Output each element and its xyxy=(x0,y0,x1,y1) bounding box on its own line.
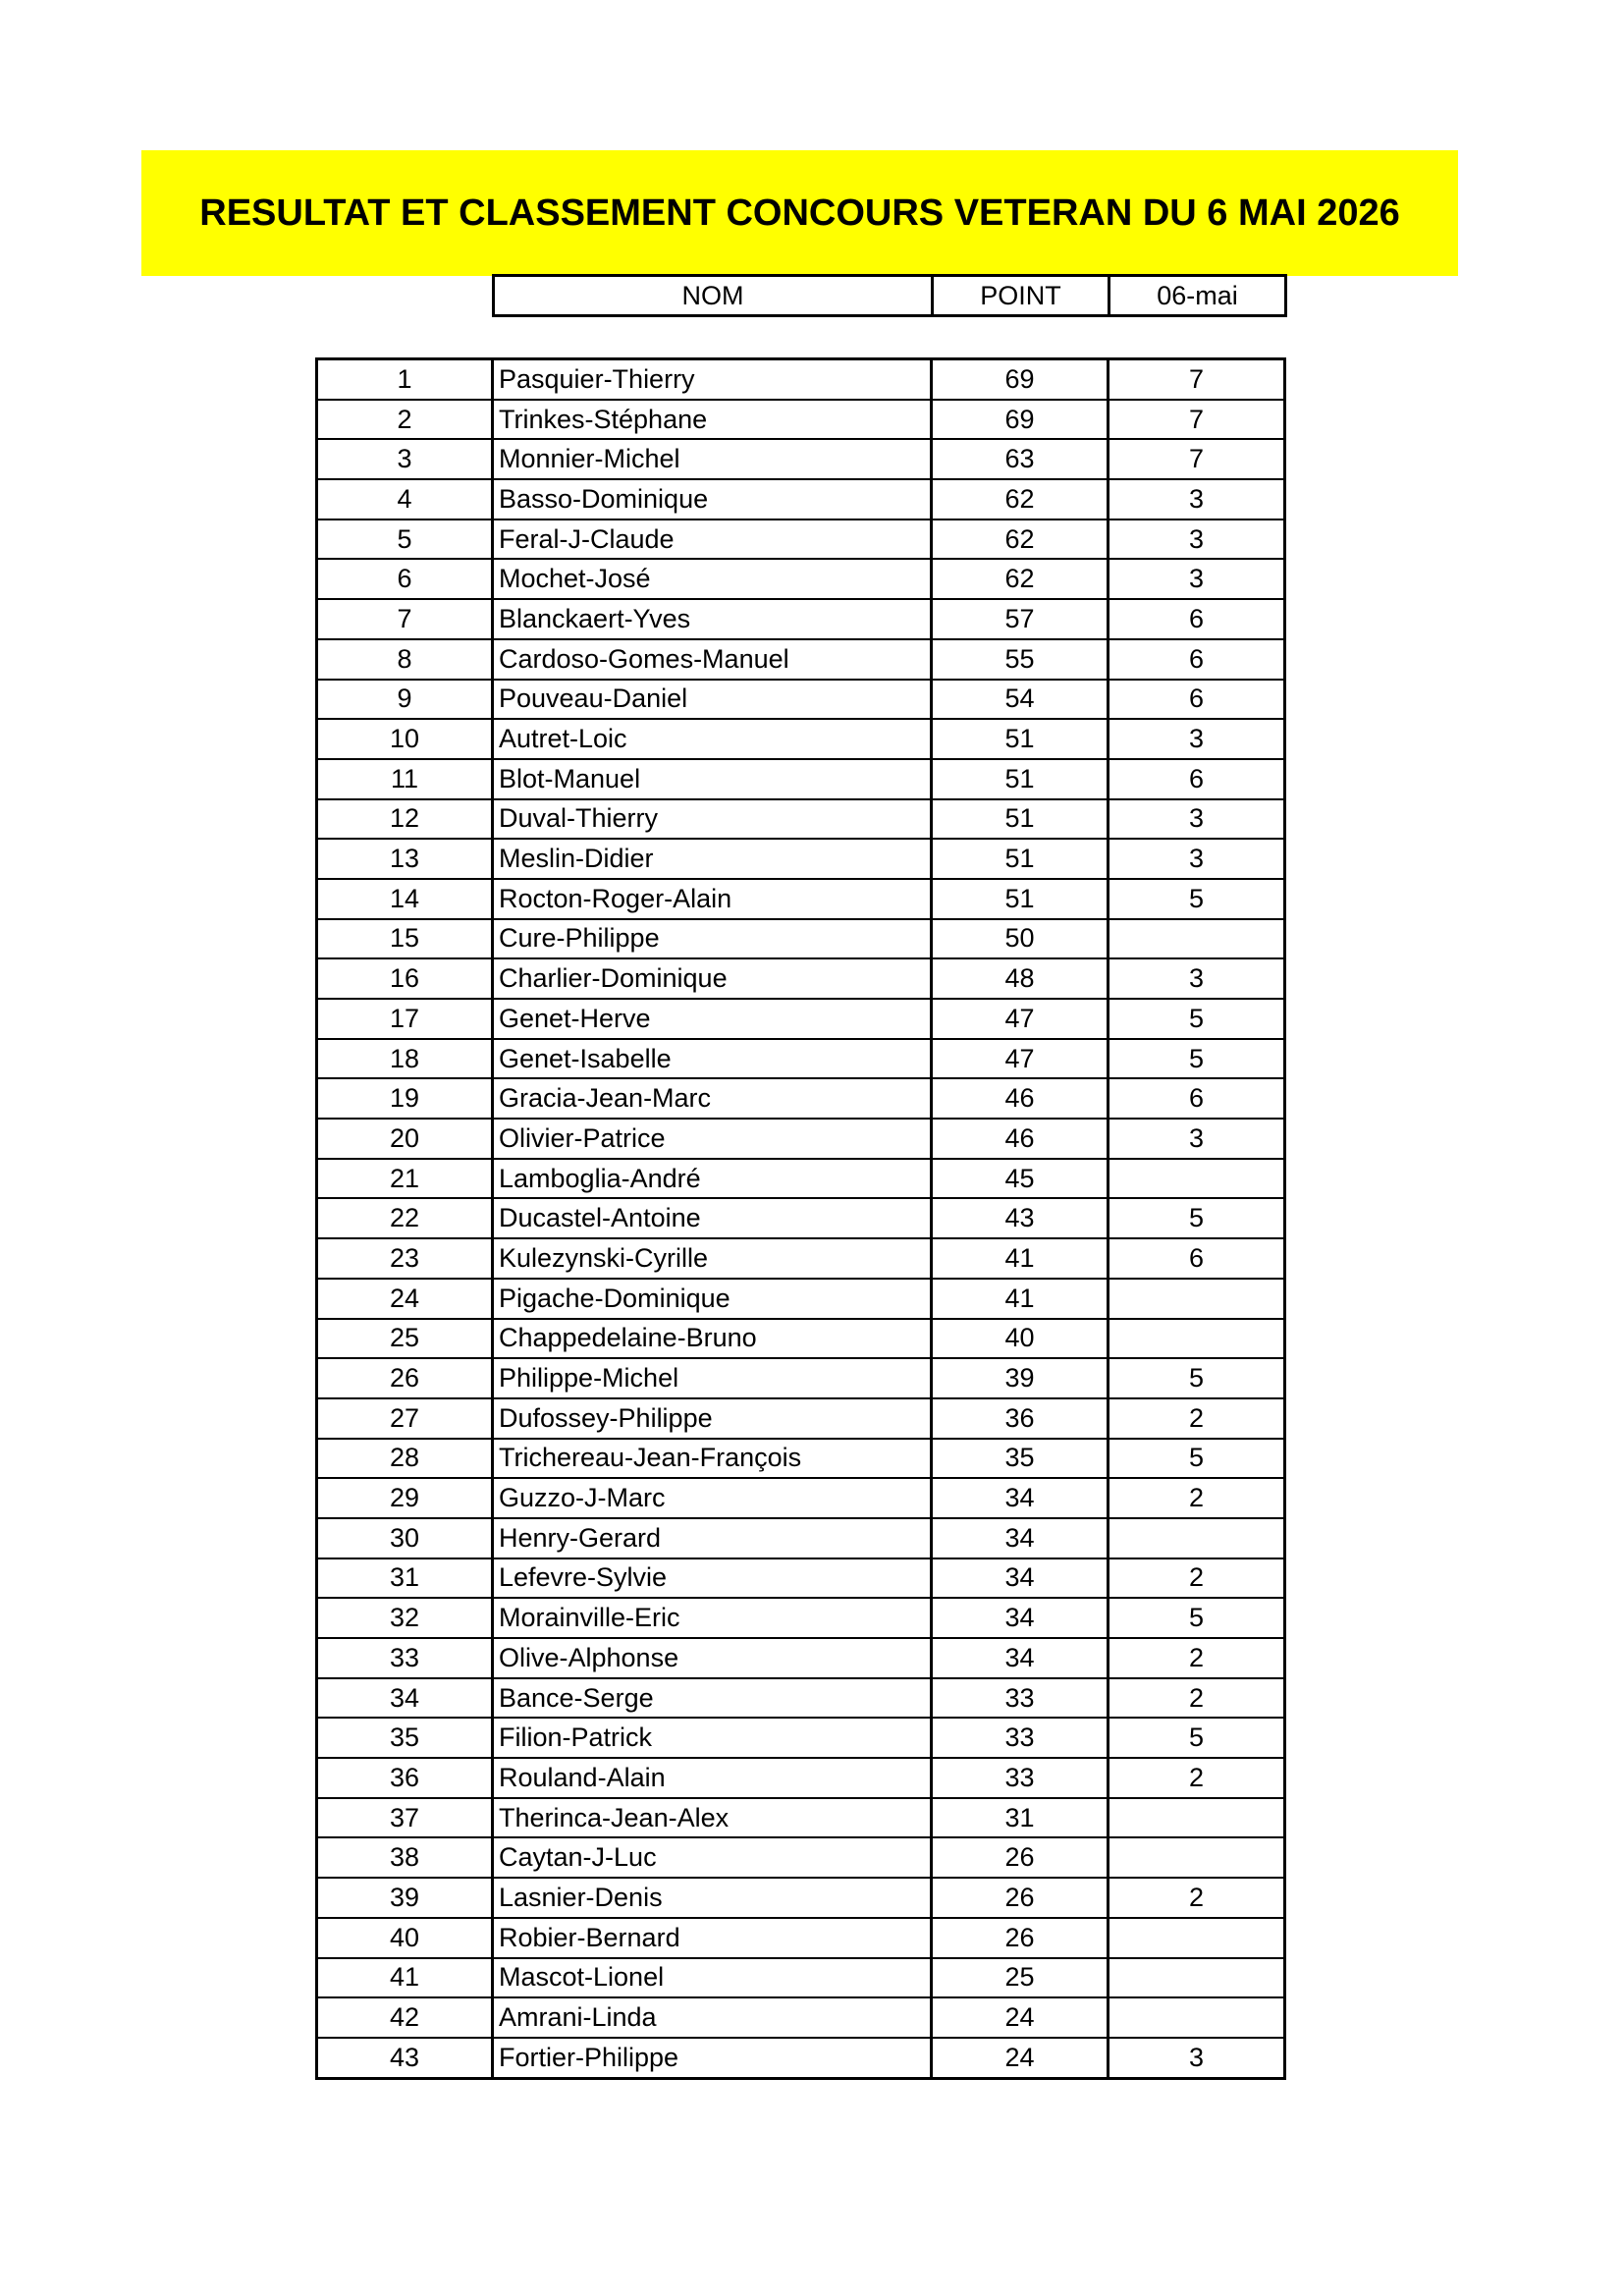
day-points-cell: 6 xyxy=(1109,1238,1285,1279)
name-cell: Meslin-Didier xyxy=(493,839,932,879)
day-points-cell: 6 xyxy=(1109,639,1285,680)
day-points-cell: 2 xyxy=(1109,1758,1285,1798)
points-cell: 54 xyxy=(932,680,1109,720)
rank-cell: 32 xyxy=(317,1598,493,1638)
table-row xyxy=(317,680,1285,720)
points-cell: 50 xyxy=(932,919,1109,959)
table-row xyxy=(317,1478,1285,1518)
points-cell: 35 xyxy=(932,1439,1109,1479)
name-cell: Henry-Gerard xyxy=(493,1518,932,1558)
rank-cell: 9 xyxy=(317,680,493,720)
name-cell: Rouland-Alain xyxy=(493,1758,932,1798)
rank-cell: 23 xyxy=(317,1238,493,1279)
rank-cell: 30 xyxy=(317,1518,493,1558)
rank-cell: 14 xyxy=(317,879,493,919)
day-points-cell: 3 xyxy=(1109,839,1285,879)
name-cell: Gracia-Jean-Marc xyxy=(493,1078,932,1119)
points-cell: 36 xyxy=(932,1398,1109,1439)
name-cell: Mochet-José xyxy=(493,559,932,599)
points-cell: 46 xyxy=(932,1078,1109,1119)
day-points-cell: 3 xyxy=(1109,1119,1285,1159)
points-cell: 24 xyxy=(932,2038,1109,2078)
name-cell: Genet-Herve xyxy=(493,999,932,1039)
points-cell: 69 xyxy=(932,400,1109,440)
name-cell: Mascot-Lionel xyxy=(493,1958,932,1998)
table-row xyxy=(317,519,1285,560)
points-cell: 26 xyxy=(932,1878,1109,1918)
name-cell: Basso-Dominique xyxy=(493,479,932,519)
day-points-cell xyxy=(1109,919,1285,959)
table-row xyxy=(317,1238,1285,1279)
name-cell: Fortier-Philippe xyxy=(493,2038,932,2078)
table-row xyxy=(317,1279,1285,1319)
name-cell: Philippe-Michel xyxy=(493,1358,932,1398)
table-row xyxy=(317,1598,1285,1638)
table-row xyxy=(317,1878,1285,1918)
points-cell: 34 xyxy=(932,1638,1109,1678)
name-cell: Lasnier-Denis xyxy=(493,1878,932,1918)
rank-cell: 4 xyxy=(317,479,493,519)
day-points-cell: 5 xyxy=(1109,1598,1285,1638)
day-points-cell xyxy=(1109,1837,1285,1878)
day-points-cell: 5 xyxy=(1109,1718,1285,1758)
day-points-cell: 3 xyxy=(1109,958,1285,999)
results-body xyxy=(317,359,1285,2079)
table-row xyxy=(317,1119,1285,1159)
name-cell: Autret-Loic xyxy=(493,719,932,759)
rank-cell: 8 xyxy=(317,639,493,680)
day-points-cell: 3 xyxy=(1109,719,1285,759)
table-row xyxy=(317,1758,1285,1798)
day-points-cell: 6 xyxy=(1109,599,1285,639)
rank-cell: 17 xyxy=(317,999,493,1039)
page-title: RESULTAT ET CLASSEMENT CONCOURS VETERAN DU 6 MAI 2026 xyxy=(199,191,1400,234)
day-points-cell: 6 xyxy=(1109,680,1285,720)
day-points-cell: 5 xyxy=(1109,1358,1285,1398)
day-points-cell: 2 xyxy=(1109,1678,1285,1719)
table-row xyxy=(317,919,1285,959)
name-cell: Amrani-Linda xyxy=(493,1997,932,2038)
rank-cell: 34 xyxy=(317,1678,493,1719)
table-row xyxy=(317,879,1285,919)
table-row xyxy=(317,439,1285,479)
name-cell: Lamboglia-André xyxy=(493,1159,932,1199)
rank-cell: 12 xyxy=(317,799,493,840)
points-cell: 51 xyxy=(932,719,1109,759)
points-cell: 51 xyxy=(932,879,1109,919)
points-cell: 41 xyxy=(932,1279,1109,1319)
day-points-cell: 2 xyxy=(1109,1878,1285,1918)
points-cell: 62 xyxy=(932,519,1109,560)
table-row xyxy=(317,1918,1285,1958)
table-row xyxy=(317,1518,1285,1558)
rank-cell: 22 xyxy=(317,1198,493,1238)
rank-cell: 10 xyxy=(317,719,493,759)
name-cell: Bance-Serge xyxy=(493,1678,932,1719)
points-cell: 24 xyxy=(932,1997,1109,2038)
rank-cell: 27 xyxy=(317,1398,493,1439)
points-cell: 51 xyxy=(932,799,1109,840)
table-row xyxy=(317,1039,1285,1079)
name-cell: Trichereau-Jean-François xyxy=(493,1439,932,1479)
rank-cell: 25 xyxy=(317,1319,493,1359)
name-cell: Charlier-Dominique xyxy=(493,958,932,999)
name-cell: Chappedelaine-Bruno xyxy=(493,1319,932,1359)
points-cell: 31 xyxy=(932,1798,1109,1838)
rank-cell: 18 xyxy=(317,1039,493,1079)
rank-cell: 36 xyxy=(317,1758,493,1798)
points-cell: 33 xyxy=(932,1678,1109,1719)
table-row xyxy=(317,1638,1285,1678)
points-cell: 34 xyxy=(932,1518,1109,1558)
day-points-cell: 2 xyxy=(1109,1638,1285,1678)
day-points-cell xyxy=(1109,1958,1285,1998)
rank-cell: 21 xyxy=(317,1159,493,1199)
table-row xyxy=(317,1678,1285,1719)
table-row xyxy=(317,1558,1285,1599)
day-points-cell xyxy=(1109,1798,1285,1838)
points-cell: 45 xyxy=(932,1159,1109,1199)
name-cell: Ducastel-Antoine xyxy=(493,1198,932,1238)
table-row xyxy=(317,1718,1285,1758)
table-row xyxy=(317,479,1285,519)
header-point: POINT xyxy=(933,276,1109,316)
table-row xyxy=(317,1159,1285,1199)
name-cell: Caytan-J-Luc xyxy=(493,1837,932,1878)
table-row xyxy=(317,1078,1285,1119)
rank-cell: 41 xyxy=(317,1958,493,1998)
day-points-cell xyxy=(1109,1918,1285,1958)
points-cell: 47 xyxy=(932,1039,1109,1079)
day-points-cell: 5 xyxy=(1109,999,1285,1039)
table-row xyxy=(317,2038,1285,2078)
table-row xyxy=(317,599,1285,639)
points-cell: 40 xyxy=(932,1319,1109,1359)
name-cell: Therinca-Jean-Alex xyxy=(493,1798,932,1838)
rank-cell: 28 xyxy=(317,1439,493,1479)
day-points-cell: 5 xyxy=(1109,1439,1285,1479)
name-cell: Cardoso-Gomes-Manuel xyxy=(493,639,932,680)
table-row xyxy=(317,719,1285,759)
table-row xyxy=(317,1398,1285,1439)
name-cell: Blanckaert-Yves xyxy=(493,599,932,639)
points-cell: 43 xyxy=(932,1198,1109,1238)
points-cell: 39 xyxy=(932,1358,1109,1398)
table-row xyxy=(317,559,1285,599)
name-cell: Morainville-Eric xyxy=(493,1598,932,1638)
rank-cell: 16 xyxy=(317,958,493,999)
rank-cell: 6 xyxy=(317,559,493,599)
day-points-cell: 6 xyxy=(1109,1078,1285,1119)
name-cell: Filion-Patrick xyxy=(493,1718,932,1758)
table-row xyxy=(317,759,1285,799)
table-row xyxy=(317,1198,1285,1238)
rank-cell: 7 xyxy=(317,599,493,639)
table-row xyxy=(317,1798,1285,1838)
day-points-cell: 7 xyxy=(1109,359,1285,400)
name-cell: Rocton-Roger-Alain xyxy=(493,879,932,919)
rank-cell: 31 xyxy=(317,1558,493,1599)
points-cell: 51 xyxy=(932,839,1109,879)
name-cell: Feral-J-Claude xyxy=(493,519,932,560)
day-points-cell: 3 xyxy=(1109,559,1285,599)
day-points-cell: 2 xyxy=(1109,1398,1285,1439)
name-cell: Monnier-Michel xyxy=(493,439,932,479)
name-cell: Pigache-Dominique xyxy=(493,1279,932,1319)
day-points-cell: 3 xyxy=(1109,519,1285,560)
table-row xyxy=(317,1439,1285,1479)
points-cell: 34 xyxy=(932,1598,1109,1638)
points-cell: 55 xyxy=(932,639,1109,680)
name-cell: Cure-Philippe xyxy=(493,919,932,959)
name-cell: Duval-Thierry xyxy=(493,799,932,840)
day-points-cell xyxy=(1109,1518,1285,1558)
name-cell: Olive-Alphonse xyxy=(493,1638,932,1678)
table-row xyxy=(317,799,1285,840)
rank-cell: 11 xyxy=(317,759,493,799)
header-date: 06-mai xyxy=(1109,276,1286,316)
points-cell: 48 xyxy=(932,958,1109,999)
rank-cell: 13 xyxy=(317,839,493,879)
table-row xyxy=(317,639,1285,680)
rank-cell: 3 xyxy=(317,439,493,479)
points-cell: 34 xyxy=(932,1478,1109,1518)
points-cell: 25 xyxy=(932,1958,1109,1998)
table-row xyxy=(317,1837,1285,1878)
rank-cell: 20 xyxy=(317,1119,493,1159)
table-row xyxy=(317,1319,1285,1359)
points-cell: 47 xyxy=(932,999,1109,1039)
points-cell: 26 xyxy=(932,1837,1109,1878)
rank-cell: 37 xyxy=(317,1798,493,1838)
name-cell: Olivier-Patrice xyxy=(493,1119,932,1159)
points-cell: 51 xyxy=(932,759,1109,799)
table-row xyxy=(317,1997,1285,2038)
rank-cell: 35 xyxy=(317,1718,493,1758)
name-cell: Pasquier-Thierry xyxy=(493,359,932,400)
rank-cell: 39 xyxy=(317,1878,493,1918)
rank-cell: 15 xyxy=(317,919,493,959)
name-cell: Genet-Isabelle xyxy=(493,1039,932,1079)
day-points-cell xyxy=(1109,1159,1285,1199)
rank-cell: 42 xyxy=(317,1997,493,2038)
points-cell: 69 xyxy=(932,359,1109,400)
table-row xyxy=(317,958,1285,999)
table-row xyxy=(317,999,1285,1039)
points-cell: 62 xyxy=(932,479,1109,519)
day-points-cell: 3 xyxy=(1109,479,1285,519)
day-points-cell xyxy=(1109,1997,1285,2038)
points-cell: 57 xyxy=(932,599,1109,639)
day-points-cell xyxy=(1109,1319,1285,1359)
name-cell: Guzzo-J-Marc xyxy=(493,1478,932,1518)
name-cell: Dufossey-Philippe xyxy=(493,1398,932,1439)
rank-cell: 19 xyxy=(317,1078,493,1119)
points-cell: 26 xyxy=(932,1918,1109,1958)
table-row xyxy=(317,1958,1285,1998)
rank-cell: 43 xyxy=(317,2038,493,2078)
points-cell: 33 xyxy=(932,1758,1109,1798)
name-cell: Robier-Bernard xyxy=(493,1918,932,1958)
name-cell: Trinkes-Stéphane xyxy=(493,400,932,440)
name-cell: Blot-Manuel xyxy=(493,759,932,799)
rank-cell: 2 xyxy=(317,400,493,440)
points-cell: 46 xyxy=(932,1119,1109,1159)
rank-cell: 33 xyxy=(317,1638,493,1678)
day-points-cell: 7 xyxy=(1109,439,1285,479)
day-points-cell: 2 xyxy=(1109,1558,1285,1599)
name-cell: Lefevre-Sylvie xyxy=(493,1558,932,1599)
results-table xyxy=(315,357,1286,2080)
day-points-cell xyxy=(1109,1279,1285,1319)
title-banner xyxy=(141,150,1458,276)
column-header-row xyxy=(494,276,1286,316)
rank-cell: 26 xyxy=(317,1358,493,1398)
points-cell: 62 xyxy=(932,559,1109,599)
day-points-cell: 5 xyxy=(1109,1198,1285,1238)
column-header-table xyxy=(492,274,1287,317)
rank-cell: 38 xyxy=(317,1837,493,1878)
day-points-cell: 3 xyxy=(1109,2038,1285,2078)
name-cell: Kulezynski-Cyrille xyxy=(493,1238,932,1279)
day-points-cell: 7 xyxy=(1109,400,1285,440)
day-points-cell: 6 xyxy=(1109,759,1285,799)
rank-cell: 1 xyxy=(317,359,493,400)
day-points-cell: 3 xyxy=(1109,799,1285,840)
rank-cell: 24 xyxy=(317,1279,493,1319)
table-row xyxy=(317,839,1285,879)
day-points-cell: 5 xyxy=(1109,1039,1285,1079)
day-points-cell: 2 xyxy=(1109,1478,1285,1518)
header-nom: NOM xyxy=(494,276,933,316)
table-row xyxy=(317,359,1285,400)
rank-cell: 40 xyxy=(317,1918,493,1958)
table-row xyxy=(317,1358,1285,1398)
day-points-cell: 5 xyxy=(1109,879,1285,919)
points-cell: 41 xyxy=(932,1238,1109,1279)
rank-cell: 5 xyxy=(317,519,493,560)
points-cell: 63 xyxy=(932,439,1109,479)
table-row xyxy=(317,400,1285,440)
rank-cell: 29 xyxy=(317,1478,493,1518)
points-cell: 33 xyxy=(932,1718,1109,1758)
points-cell: 34 xyxy=(932,1558,1109,1599)
name-cell: Pouveau-Daniel xyxy=(493,680,932,720)
